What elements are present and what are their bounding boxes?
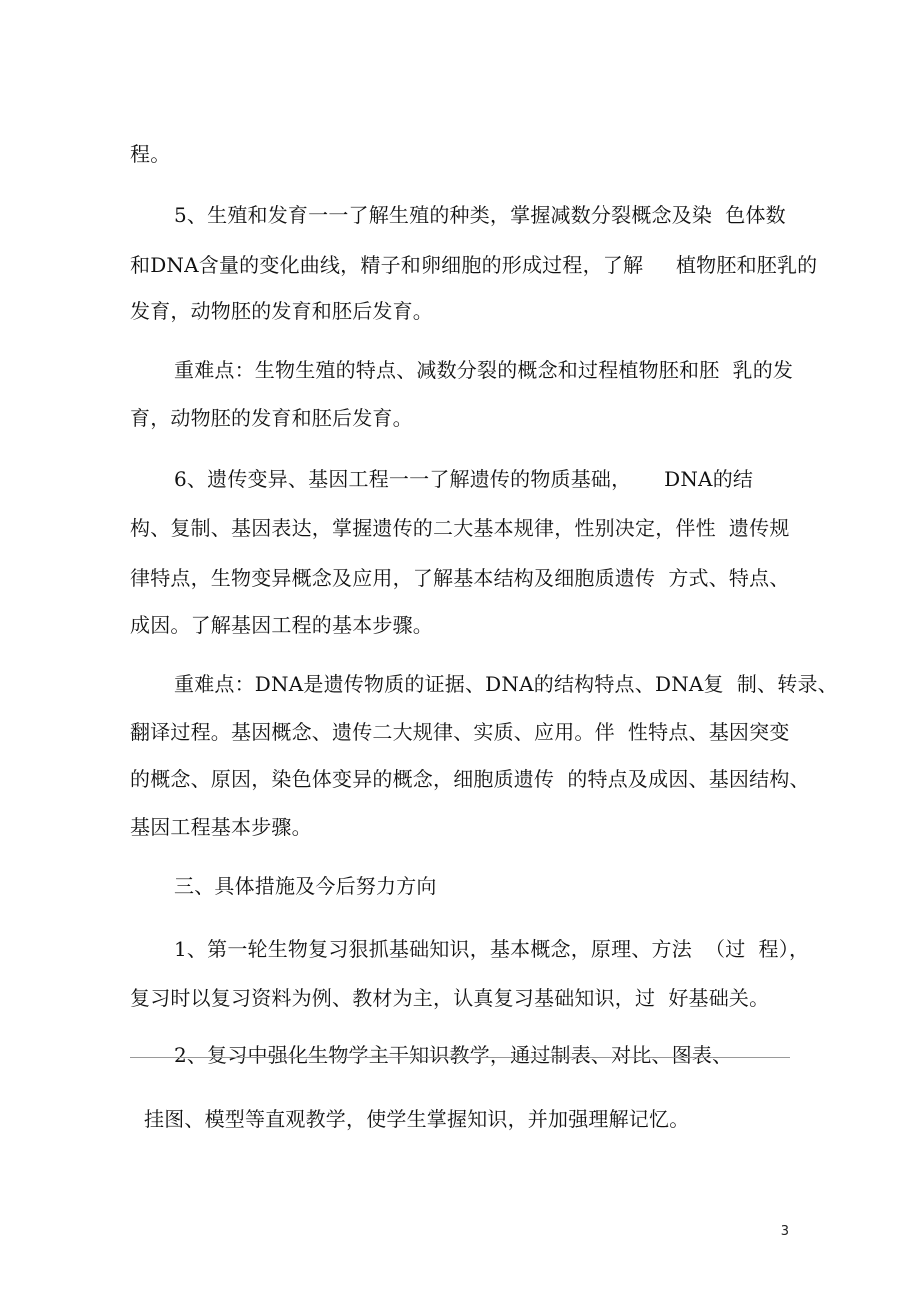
text-line: 5、生殖和发育一一了解生殖的种类，掌握减数分裂概念及染 色体数 <box>174 203 786 227</box>
text-line: 的概念、原因，染色体变异的概念，细胞质遗传 的特点及成因、基因结构、 <box>130 767 810 791</box>
page-number: 3 <box>780 1224 789 1239</box>
text-line: 和DNA含量的变化曲线，精子和卵细胞的形成过程，了解 植物胚和胚乳的 <box>130 253 818 277</box>
text-line: 发育，动物胚的发育和胚后发育。 <box>130 299 433 323</box>
section-heading: 三、具体措施及今后努力方向 <box>174 874 437 898</box>
text-line: 1、第一轮生物复习狠抓基础知识，基本概念，原理、方法 （过 程）， <box>174 937 810 961</box>
text-line: 重难点：DNA是遗传物质的证据、DNA的结构特点、DNA复 制、转录、 <box>174 672 838 696</box>
text-line: 律特点，生物变异概念及应用，了解基本结构及细胞质遗传 方式、特点、 <box>130 566 790 590</box>
text-line: 育，动物胚的发育和胚后发育。 <box>130 406 413 430</box>
text-line: 基因工程基本步骤。 <box>130 815 312 839</box>
text-line: 复习时以复习资料为例、教材为主，认真复习基础知识，过 好基础关。 <box>130 986 770 1010</box>
text-line: 重难点：生物生殖的特点、减数分裂的概念和过程植物胚和胚 乳的发 <box>174 358 794 382</box>
text-line: 成因。了解基因工程的基本步骤。 <box>130 613 433 637</box>
text-line: 6、遗传变异、基因工程一一了解遗传的物质基础， DNA的结 <box>174 467 754 491</box>
page-divider <box>130 1057 790 1058</box>
text-line: 程。 <box>130 142 171 166</box>
text-line: 2、复习中强化生物学主干知识教学，通过制表、对比、图表、 <box>174 1043 733 1067</box>
text-line: 挂图、模型等直观教学，使学生掌握知识，并加强理解记忆。 <box>144 1107 690 1131</box>
text-line: 构、复制、基因表达，掌握遗传的二大基本规律，性别决定，伴性 遗传规 <box>130 516 790 540</box>
text-line: 翻译过程。基因概念、遗传二大规律、实质、应用。伴 性特点、基因突变 <box>130 720 790 744</box>
